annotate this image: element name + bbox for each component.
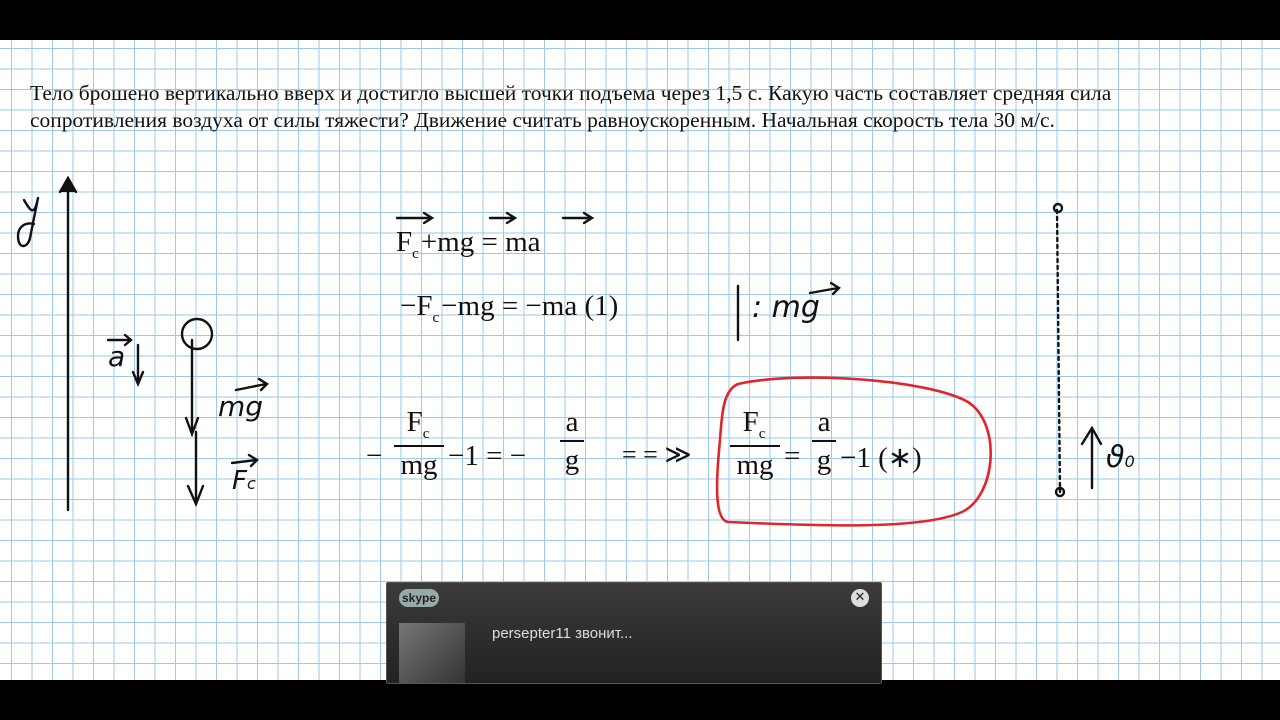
ball xyxy=(182,319,212,349)
fc-label: Fc xyxy=(232,466,256,496)
trajectory-line xyxy=(1057,210,1060,492)
close-icon[interactable]: ✕ xyxy=(851,589,869,607)
eq4-fraction-a-g: a g xyxy=(812,406,836,476)
eq4-fraction-fc-mg: $F_c$ mg xyxy=(730,406,780,481)
eq1-f-vector xyxy=(397,213,432,223)
trajectory-top xyxy=(1054,204,1062,212)
skype-logo: skype xyxy=(399,589,439,607)
problem-line-1: Тело брошено вертикально вверх и достигло высшей точки подъема через 1,5 с. Какую часть составляет средняя сила xyxy=(30,81,1112,105)
caller-text: persepter11 звонит... xyxy=(492,625,633,642)
a-label: a xyxy=(108,340,126,373)
eq4-tail: −1 (∗) xyxy=(840,442,922,474)
caller-avatar xyxy=(399,623,465,683)
eq3-middle: −1 = − xyxy=(448,440,527,472)
eq1-a-vector xyxy=(563,213,592,223)
eq3-fraction-a-g: a g xyxy=(560,406,584,476)
problem-line-2: сопротивления воздуха от силы тяжести? Движение считать равноускоренным. Начальная скорость тела 30 м/с. xyxy=(30,108,1055,132)
equation-projection: $-F_c-mg = -ma$ (1) xyxy=(400,290,619,326)
eq3-fraction-fc-mg: $F_c$ mg xyxy=(394,406,444,481)
mg-label: mg xyxy=(218,390,264,423)
eq4-equals: = xyxy=(784,440,801,472)
mg-vector-mark xyxy=(236,379,267,390)
fc-vector-mark xyxy=(232,455,257,466)
eq3-minus: − xyxy=(366,440,383,472)
y-axis-arrowhead xyxy=(60,178,76,192)
skype-call-notification[interactable] xyxy=(386,582,882,684)
equation-newton-vector: $F_c+mg$ = ma xyxy=(396,226,541,262)
v0-label: ϑ0 xyxy=(1106,440,1135,475)
divide-by-mg: : mg xyxy=(752,290,820,325)
y-label-strokes xyxy=(18,198,38,246)
eq1-g-vector xyxy=(490,213,515,223)
implies-arrow: = = ≫ xyxy=(622,440,692,469)
